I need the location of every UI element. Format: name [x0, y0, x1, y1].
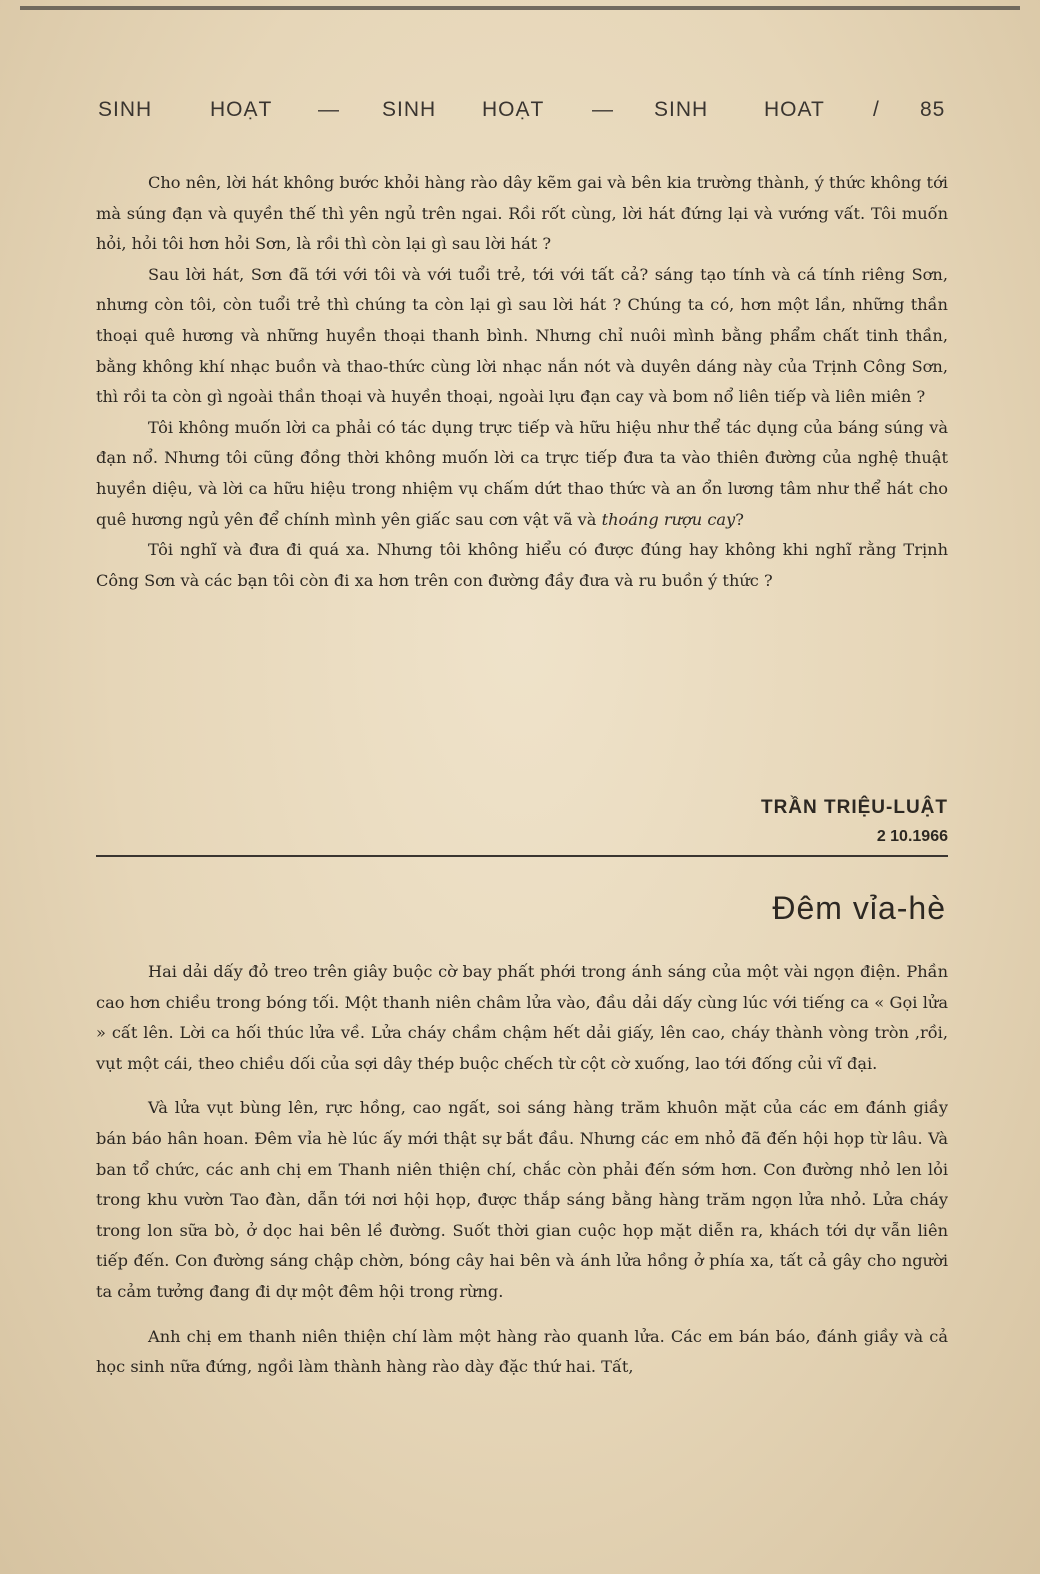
- paragraph: Cho nên, lời hát không bước khỏi hàng rào dây kẽm gai và bên kia trường thành, ý thức không tới mà súng đạn và quyền thế thì yên ngủ trên ngai. Rồi rốt cùng, lời hát đứng lại và vướng vất. Tôi muốn hỏi, hỏi tôi hơn hỏi Sơn, là rồi thì còn lại gì sau lời hát ?: [96, 173, 948, 254]
- running-head-word: HOẠT: [482, 98, 545, 121]
- author-signature: TRẦN TRIỆU-LUẬT: [760, 797, 948, 818]
- paragraph-text: Tôi không muốn lời ca phải có tác dụng trực tiếp và hữu hiệu như thể tác dụng của báng súng và đạn nổ. Nhưng tôi cũng đồng thời không muốn lời ca trực tiếp đưa ta vào thiên đường của nghệ thuật huyền diệu, và lời ca hữu hiệu trong nhiệm vụ chấm dứt thao thức và an ổn lương tâm như thể hát cho quê hương ngủ yên để chính mình yên giấc sau cơn vật vã và: [96, 417, 948, 529]
- article-date: 2 10.1966: [876, 828, 948, 845]
- running-head-dash: —: [318, 98, 340, 121]
- running-head-slash: /: [873, 98, 880, 121]
- running-head-word: SINH: [654, 98, 709, 121]
- article-body: [96, 957, 948, 1383]
- article-continuation: [96, 168, 948, 596]
- section-divider: [96, 855, 948, 857]
- paragraph: Hai dải dấy đỏ treo trên giây buộc cờ bay phất phới trong ánh sáng của một vài ngọn điện. Phần cao hơn chiều trong bóng tối. Một thanh niên châm lửa vào, đầu dải dấy cùng lúc với tiếng ca « Gọi lửa » cất lên. Lời ca hối thúc lửa về. Lửa cháy chầm chậm hết dải giấy, lên cao, cháy thành vòng tròn ,rồi, vụt một cái, theo chiều dối của sợi dây thép buộc chếch từ cột cờ xuống, lao tới đống củi vĩ đại.: [96, 962, 948, 1073]
- italic-phrase: thoáng rượu cay: [601, 509, 736, 529]
- running-head: [98, 98, 948, 132]
- paragraph: Tôi nghĩ và đưa đi quá xa. Nhưng tôi không hiểu có được đúng hay không khi nghĩ rằng Trịnh Công Sơn và các bạn tôi còn đi xa hơn trên con đường đầy đưa và ru buồn ý thức ?: [96, 540, 948, 590]
- top-edge-rule: [20, 6, 1020, 10]
- running-head-word: SINH: [98, 98, 153, 121]
- paragraph: Sau lời hát, Sơn đã tới với tôi và với tuổi trẻ, tới với tất cả? sáng tạo tính và cá tính riêng Sơn, nhưng còn tôi, còn tuổi trẻ thì chúng ta còn lại gì sau lời hát ? Chúng ta có, hơn một lần, những thần thoại quê hương và những huyền thoại thanh bình. Nhưng chỉ nuôi mình bằng phẩm chất tinh thần, bằng không khí nhạc buồn và thao-thức cùng lời nhạc nắn nót và duyên dáng này của Trịnh Công Sơn, thì rồi ta còn gì ngoài thần thoại và huyền thoại, ngoài lựu đạn cay và bom nổ liên tiếp và liên miên ?: [96, 264, 948, 407]
- running-head-word: HOẠT: [210, 98, 273, 121]
- running-head-dash: —: [592, 98, 614, 121]
- article-title: Đêm vỉa-hè: [772, 890, 946, 926]
- paragraph: [96, 413, 948, 535]
- running-head-word: HOAT: [764, 98, 825, 121]
- italic-tail: ?: [735, 509, 744, 529]
- paragraph: Anh chị em thanh niên thiện chí làm một hàng rào quanh lửa. Các em bán báo, đánh giầy và cả học sinh nữa đứng, ngồi làm thành hàng rào dày đặc thứ hai. Tất,: [96, 1326, 948, 1377]
- page-number: 85: [920, 98, 946, 121]
- paragraph: Và lửa vụt bùng lên, rực hồng, cao ngất, soi sáng hàng trăm khuôn mặt của các em đánh giầy bán báo hân hoan. Đêm vỉa hè lúc ấy mới thật sự bắt đầu. Nhưng các em nhỏ đã đến hội họp từ lâu. Và ban tổ chức, các anh chị em Thanh niên thiện chí, chắc còn phải đến sớm hơn. Con đường nhỏ len lỏi trong khu vườn Tao đàn, dẫn tới nơi hội họp, được thắp sáng bằng hàng trăm ngọn lửa nhỏ. Lửa cháy trong lon sữa bò, ở dọc hai bên lề đường. Suốt thời gian cuộc họp mặt diễn ra, khách tới dự vẫn liên tiếp đến. Con đường sáng chập chờn, bóng cây hai bên và ánh lửa hồng ở phía xa, tất cả gây cho người ta cảm tưởng đang đi dự một đêm hội trong rừng.: [96, 1098, 948, 1301]
- running-head-word: SINH: [382, 98, 437, 121]
